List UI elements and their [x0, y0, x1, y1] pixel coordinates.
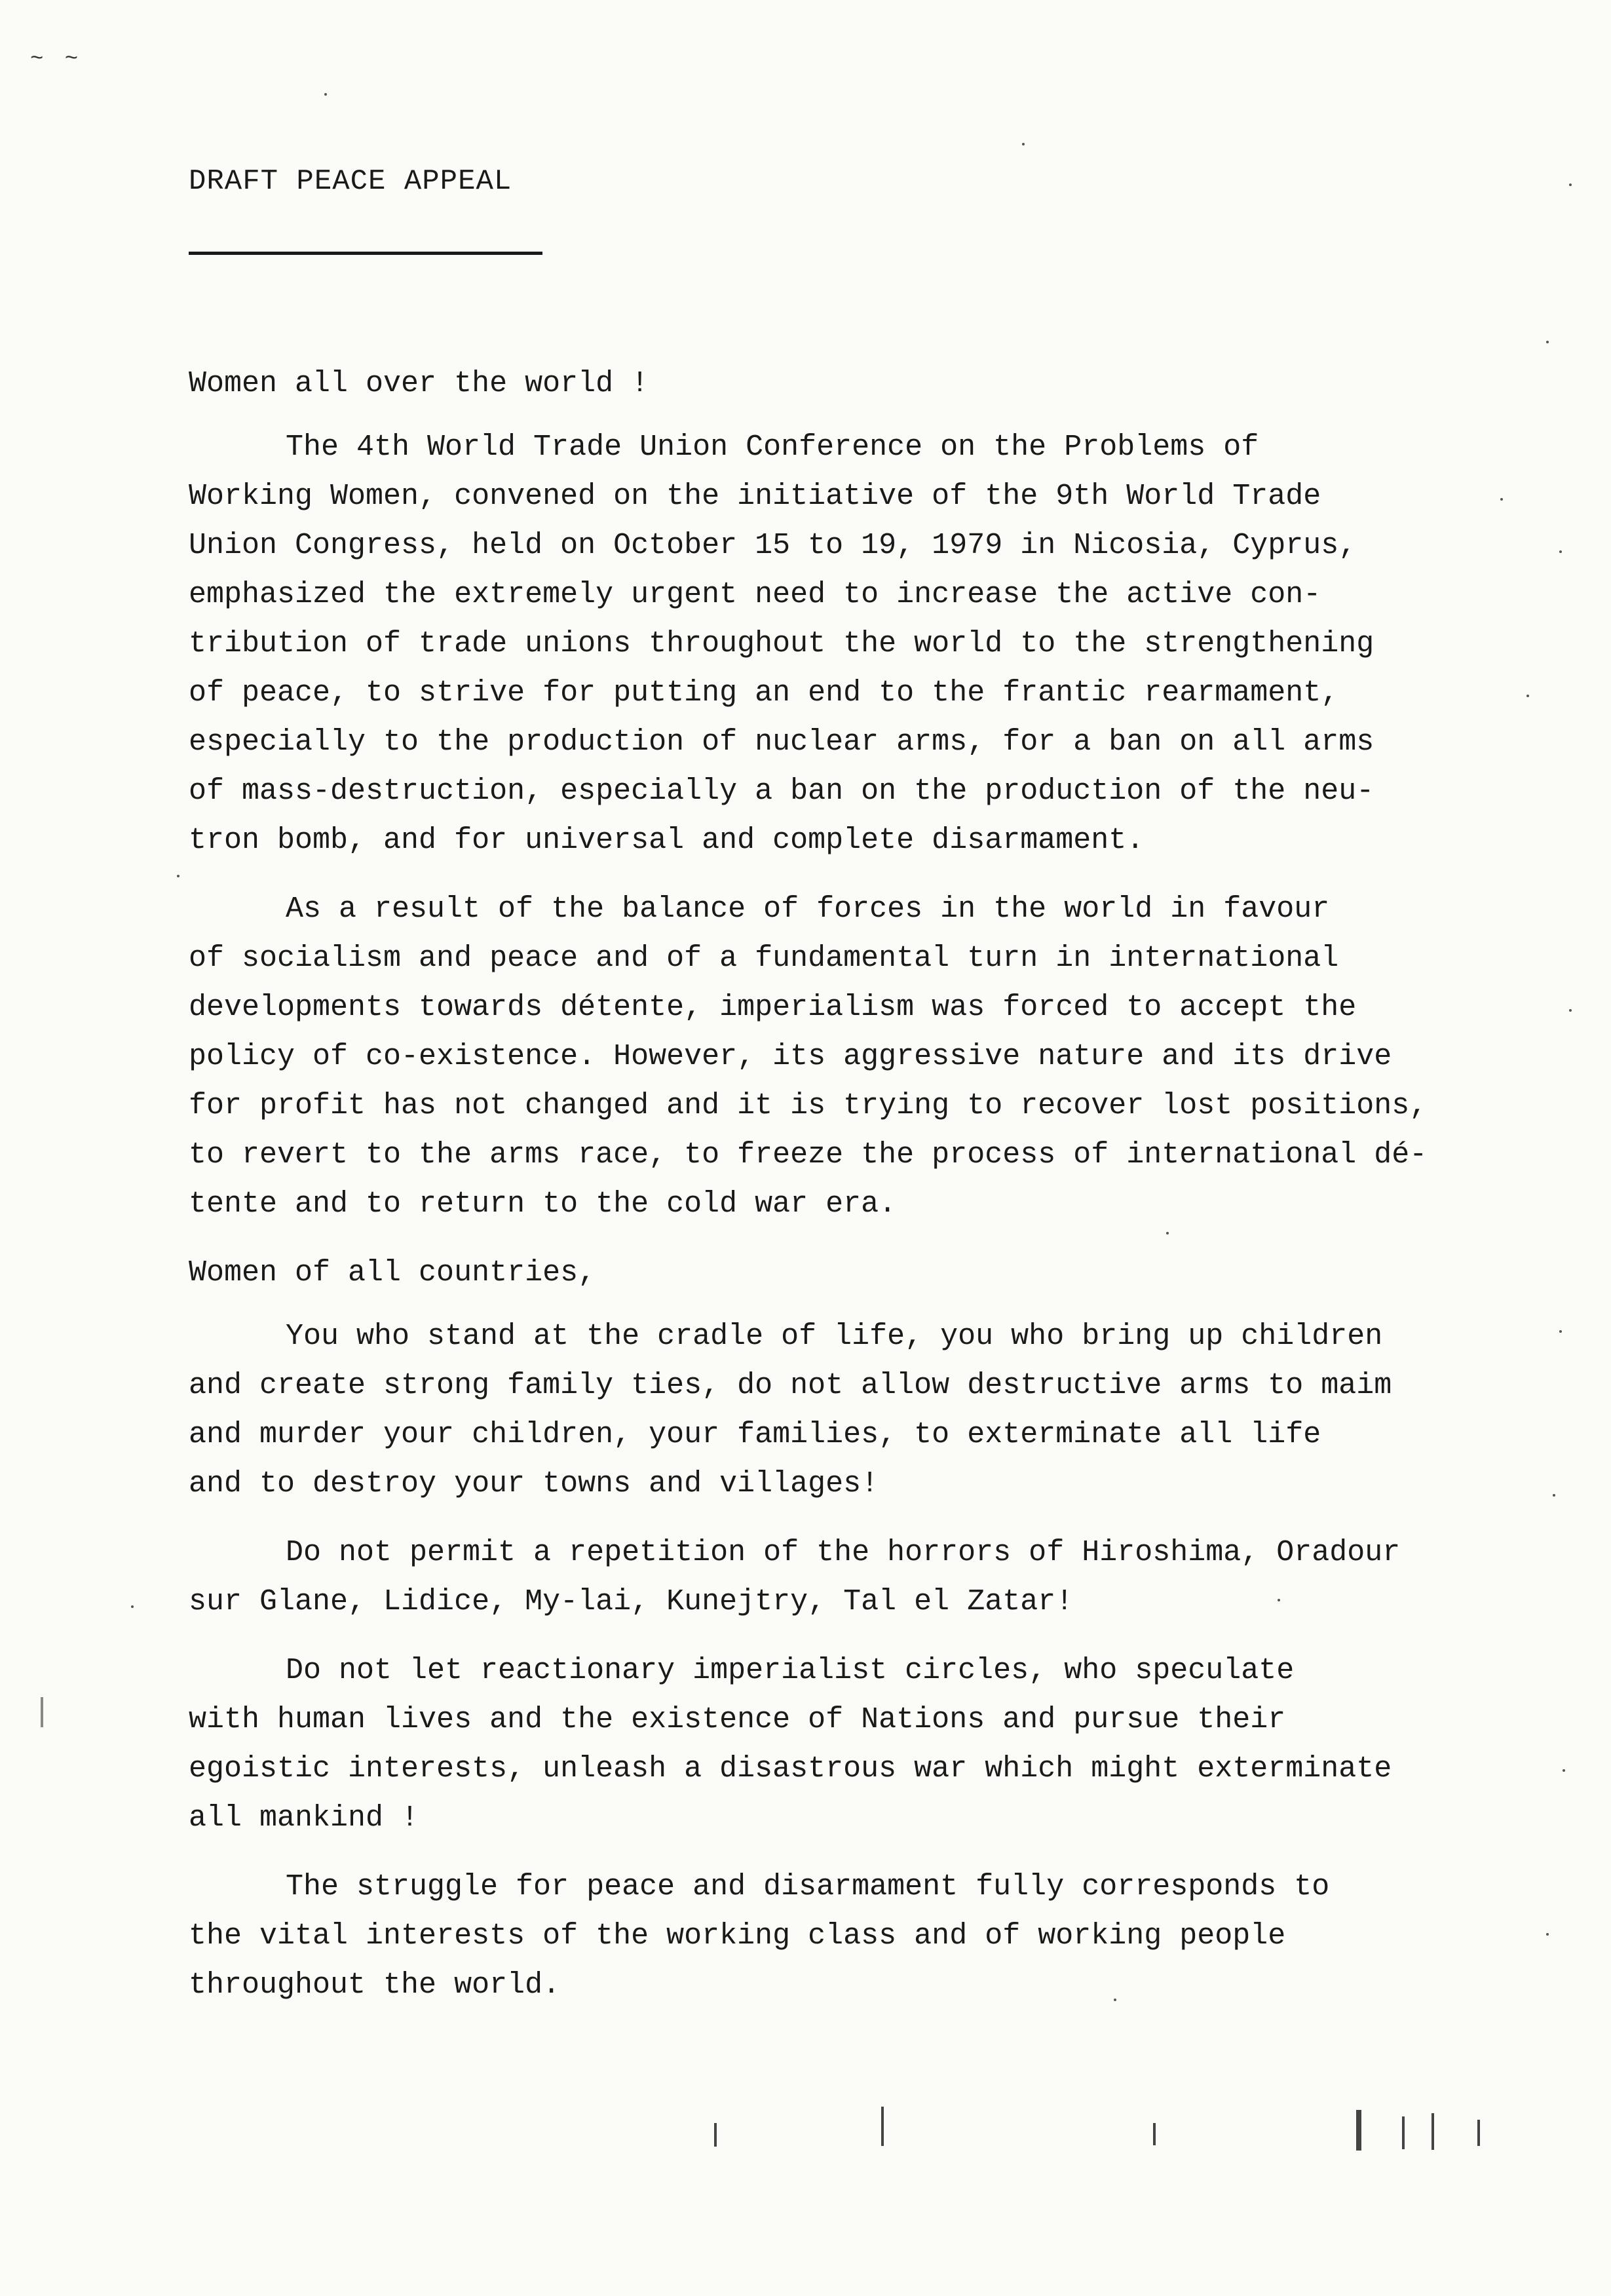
text-line: developments towards détente, imperialism was forced to accept the	[189, 991, 1357, 1024]
text-line: The 4th World Trade Union Conference on the Problems of	[286, 430, 1259, 464]
text-line: for profit has not changed and it is trying to recover lost positions,	[189, 1089, 1428, 1122]
scan-speck	[1563, 1769, 1565, 1772]
text-line: tente and to return to the cold war era.	[189, 1187, 897, 1221]
paragraph-conference	[189, 423, 1571, 865]
text-line: The struggle for peace and disarmament fully corresponds to	[286, 1870, 1330, 1904]
text-line: throughout the world.	[189, 1968, 561, 2002]
text-line: of mass-destruction, especially a ban on the production of the neu-	[189, 775, 1374, 808]
scan-mark	[714, 2123, 717, 2147]
scan-speck	[1500, 498, 1503, 501]
text-line: the vital interests of the working class and of working people	[189, 1919, 1286, 1953]
scan-speck	[1526, 695, 1529, 697]
text-line: tribution of trade unions throughout the world to the strengthening	[189, 627, 1374, 660]
scan-speck	[177, 875, 180, 877]
text-line: You who stand at the cradle of life, you who bring up children	[286, 1320, 1383, 1353]
scan-speck	[1569, 183, 1572, 186]
text-line: Union Congress, held on October 15 to 19, 1979 in Nicosia, Cyprus,	[189, 529, 1357, 562]
text-line: of socialism and peace and of a fundamental turn in international	[189, 942, 1339, 975]
scan-speck	[131, 1605, 134, 1608]
scan-speck	[1559, 1330, 1562, 1333]
title-underline	[189, 252, 542, 255]
text-line: and to destroy your towns and villages!	[189, 1467, 879, 1501]
text-line: of peace, to strive for putting an end to the frantic rearmament,	[189, 676, 1339, 710]
text-line: with human lives and the existence of Nations and pursue their	[189, 1703, 1286, 1736]
corner-mark: ~ ~	[30, 47, 83, 72]
paragraph-horrors	[189, 1528, 1571, 1626]
scan-mark	[1431, 2113, 1434, 2150]
document-body	[189, 359, 1571, 2029]
text-line: emphasized the extremely urgent need to increase the active con-	[189, 578, 1321, 611]
scan-speck	[1166, 1232, 1169, 1234]
scan-mark	[1153, 2123, 1156, 2145]
paragraph-cradle	[189, 1312, 1571, 1508]
scan-speck	[1546, 341, 1549, 343]
text-line: and create strong family ties, do not allow destructive arms to maim	[189, 1369, 1392, 1402]
scan-speck	[1114, 1999, 1116, 2001]
text-line: policy of co-existence. However, its aggressive nature and its drive	[189, 1040, 1392, 1073]
text-line: sur Glane, Lidice, My-lai, Kunejtry, Tal el Zatar!	[189, 1585, 1074, 1618]
paragraph-reactionary	[189, 1646, 1571, 1843]
scan-speck	[324, 93, 327, 96]
scan-speck	[1553, 1494, 1555, 1497]
scan-speck	[1546, 1933, 1549, 1936]
salutation-countries	[189, 1248, 1571, 1297]
page-title: DRAFT PEACE APPEAL	[189, 165, 512, 198]
text-line: especially to the production of nuclear arms, for a ban on all arms	[189, 725, 1374, 759]
text-line: Women all over the world !	[189, 367, 649, 400]
text-line: and murder your children, your families, to exterminate all life	[189, 1418, 1321, 1451]
text-line: all mankind !	[189, 1801, 419, 1835]
text-line: Do not let reactionary imperialist circles, who speculate	[286, 1654, 1295, 1687]
text-line: Working Women, convened on the initiative of the 9th World Trade	[189, 480, 1321, 513]
text-line: Do not permit a repetition of the horrors of Hiroshima, Oradour	[286, 1536, 1401, 1569]
scan-mark	[881, 2107, 884, 2146]
scan-mark	[41, 1697, 43, 1727]
scan-speck	[1559, 550, 1562, 553]
scan-mark	[1356, 2110, 1361, 2151]
text-line: to revert to the arms race, to freeze the process of international dé-	[189, 1138, 1428, 1172]
scan-mark	[1477, 2120, 1480, 2146]
scan-mark	[1402, 2116, 1405, 2149]
text-line: Women of all countries,	[189, 1256, 596, 1290]
text-line: egoistic interests, unleash a disastrous war which might exterminate	[189, 1752, 1392, 1786]
paragraph-detente	[189, 885, 1571, 1229]
text-line: tron bomb, and for universal and complete disarmament.	[189, 824, 1145, 857]
text-line: As a result of the balance of forces in the world in favour	[286, 892, 1330, 926]
salutation-world	[189, 359, 1571, 408]
paragraph-struggle	[189, 1862, 1571, 2010]
scan-speck	[1022, 143, 1025, 145]
scan-speck	[1278, 1599, 1280, 1601]
scan-speck	[1569, 1009, 1572, 1012]
